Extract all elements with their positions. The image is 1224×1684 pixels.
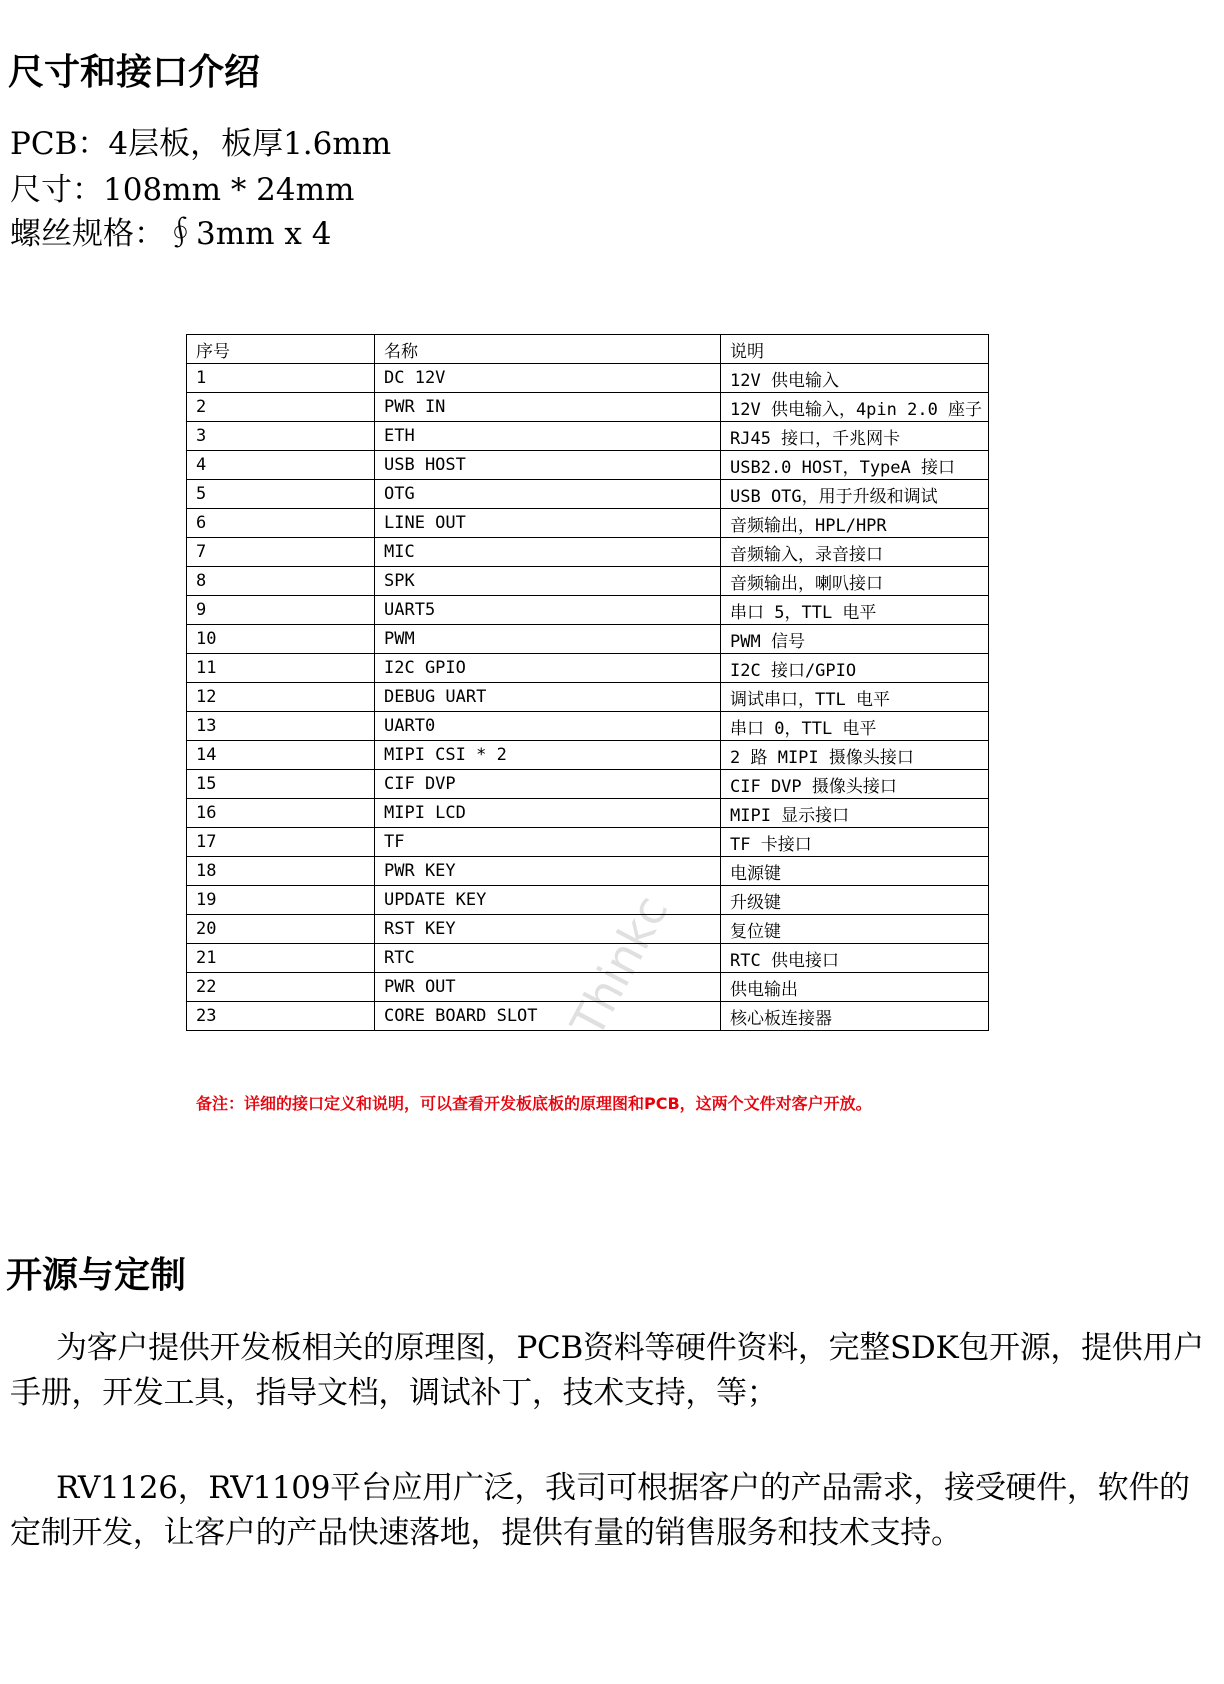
cell-index: 18 [187, 857, 375, 886]
cell-index: 17 [187, 828, 375, 857]
cell-index: 13 [187, 712, 375, 741]
cell-index: 4 [187, 451, 375, 480]
table-row [187, 393, 989, 422]
table-row [187, 741, 989, 770]
cell-index: 16 [187, 799, 375, 828]
cell-name: DC 12V [375, 364, 721, 393]
cell-description: CIF DVP 摄像头接口 [721, 770, 989, 799]
cell-description: TF 卡接口 [721, 828, 989, 857]
cell-name: TF [375, 828, 721, 857]
cell-description: 串口 0，TTL 电平 [721, 712, 989, 741]
table-row [187, 509, 989, 538]
table-row [187, 799, 989, 828]
cell-description: RJ45 接口，千兆网卡 [721, 422, 989, 451]
interface-table [186, 334, 989, 1031]
cell-description: 串口 5，TTL 电平 [721, 596, 989, 625]
table-row [187, 480, 989, 509]
cell-index: 15 [187, 770, 375, 799]
cell-description: USB OTG，用于升级和调试 [721, 480, 989, 509]
table-row [187, 770, 989, 799]
cell-name: SPK [375, 567, 721, 596]
cell-name: UART0 [375, 712, 721, 741]
cell-description: 音频输出，HPL/HPR [721, 509, 989, 538]
section-title-dimensions: 尺寸和接口介绍 [8, 52, 261, 93]
spec-screw: 螺丝规格：∮3mm x 4 [10, 216, 332, 252]
table-row [187, 422, 989, 451]
cell-index: 3 [187, 422, 375, 451]
table-row [187, 364, 989, 393]
cell-description: I2C 接口/GPIO [721, 654, 989, 683]
cell-index: 11 [187, 654, 375, 683]
cell-name: PWM [375, 625, 721, 654]
cell-index: 10 [187, 625, 375, 654]
table-row [187, 596, 989, 625]
cell-index: 9 [187, 596, 375, 625]
table-row [187, 915, 989, 944]
table-row [187, 567, 989, 596]
cell-name: I2C GPIO [375, 654, 721, 683]
cell-index: 6 [187, 509, 375, 538]
table-row [187, 538, 989, 567]
note-text: 备注：详细的接口定义和说明，可以查看开发板底板的原理图和PCB，这两个文件对客户开放。 [196, 1094, 872, 1113]
cell-description: 升级键 [721, 886, 989, 915]
cell-index: 2 [187, 393, 375, 422]
cell-name: LINE OUT [375, 509, 721, 538]
cell-index: 14 [187, 741, 375, 770]
cell-index: 8 [187, 567, 375, 596]
table-row [187, 654, 989, 683]
cell-description: MIPI 显示接口 [721, 799, 989, 828]
cell-index: 21 [187, 944, 375, 973]
cell-name: PWR IN [375, 393, 721, 422]
cell-description: 音频输入，录音接口 [721, 538, 989, 567]
cell-index: 7 [187, 538, 375, 567]
spec-pcb: PCB：4层板，板厚1.6mm [10, 126, 392, 162]
cell-name: MIPI LCD [375, 799, 721, 828]
cell-name: PWR OUT [375, 973, 721, 1002]
cell-name: MIPI CSI * 2 [375, 741, 721, 770]
cell-name: OTG [375, 480, 721, 509]
cell-index: 1 [187, 364, 375, 393]
cell-index: 19 [187, 886, 375, 915]
cell-description: 核心板连接器 [721, 1002, 989, 1031]
header-index: 序号 [187, 335, 375, 364]
table-row [187, 683, 989, 712]
cell-name: PWR KEY [375, 857, 721, 886]
cell-description: 供电输出 [721, 973, 989, 1002]
cell-name: USB HOST [375, 451, 721, 480]
cell-description: 12V 供电输入，4pin 2.0 座子 [721, 393, 989, 422]
cell-description: 2 路 MIPI 摄像头接口 [721, 741, 989, 770]
cell-description: PWM 信号 [721, 625, 989, 654]
header-name: 名称 [375, 335, 721, 364]
header-description: 说明 [721, 335, 989, 364]
section-title-opensource: 开源与定制 [6, 1255, 187, 1296]
cell-description: 调试串口，TTL 电平 [721, 683, 989, 712]
cell-description: RTC 供电接口 [721, 944, 989, 973]
table-row [187, 828, 989, 857]
cell-name: ETH [375, 422, 721, 451]
paragraph-customization: RV1126，RV1109平台应用广泛，我司可根据客户的产品需求，接受硬件，软件的定制开发，让客户的产品快速落地，提供有量的销售服务和技术支持。 [10, 1470, 1190, 1551]
table-row [187, 625, 989, 654]
cell-name: RST KEY [375, 915, 721, 944]
cell-name: MIC [375, 538, 721, 567]
table-body [187, 364, 989, 1031]
cell-index: 22 [187, 973, 375, 1002]
cell-index: 23 [187, 1002, 375, 1031]
cell-description: USB2.0 HOST，TypeA 接口 [721, 451, 989, 480]
paragraph-hardware-resources: 为客户提供开发板相关的原理图，PCB资料等硬件资料，完整SDK包开源，提供用户手册，开发工具，指导文档，调试补丁，技术支持，等； [10, 1330, 1204, 1411]
cell-description: 音频输出，喇叭接口 [721, 567, 989, 596]
cell-index: 12 [187, 683, 375, 712]
cell-index: 20 [187, 915, 375, 944]
cell-index: 5 [187, 480, 375, 509]
table-row [187, 886, 989, 915]
cell-description: 复位键 [721, 915, 989, 944]
table-row [187, 712, 989, 741]
cell-name: CIF DVP [375, 770, 721, 799]
watermark: Thinkc [560, 886, 679, 1046]
cell-description: 电源键 [721, 857, 989, 886]
cell-name: RTC [375, 944, 721, 973]
cell-name: UART5 [375, 596, 721, 625]
table-row [187, 451, 989, 480]
table-header-row [187, 335, 989, 364]
cell-name: CORE BOARD SLOT [375, 1002, 721, 1031]
cell-name: DEBUG UART [375, 683, 721, 712]
cell-description: 12V 供电输入 [721, 364, 989, 393]
spec-size: 尺寸：108mm * 24mm [10, 172, 355, 208]
cell-name: UPDATE KEY [375, 886, 721, 915]
table-row [187, 857, 989, 886]
